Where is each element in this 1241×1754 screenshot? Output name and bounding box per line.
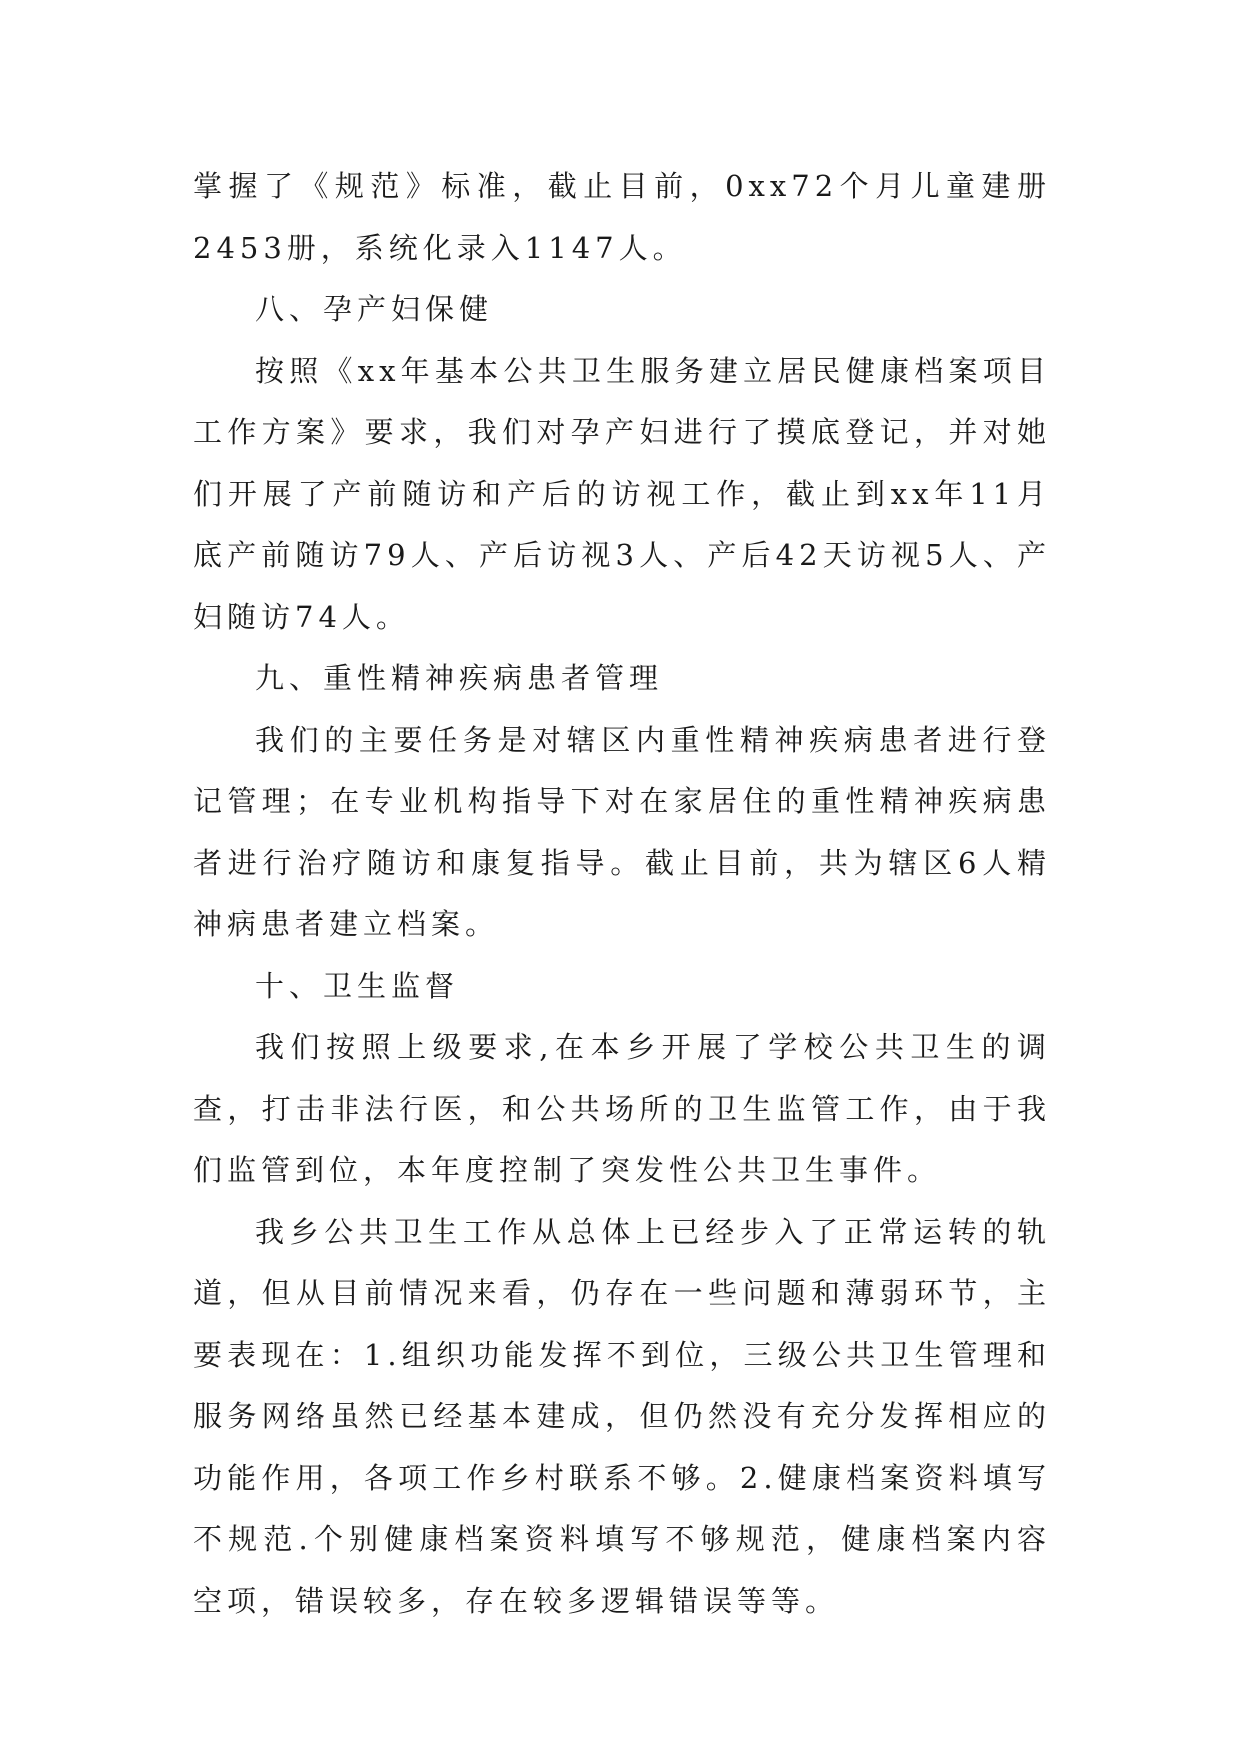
paragraph-mental-illness-management: 我们的主要任务是对辖区内重性精神疾病患者进行登记管理；在专业机构指导下对在家居住的重性精神疾病患者进行治疗随访和康复指导。截止目前，共为辖区6人精神病患者建立档案。 <box>193 722 1051 941</box>
paragraph-problems-summary: 我乡公共卫生工作从总体上已经步入了正常运转的轨道，但从目前情况来看，仍存在一些问题和薄弱环节，主要表现在：1.组织功能发挥不到位，三级公共卫生管理和服务网络虽然已经基本建成，但仍然没有充分发挥相应的功能作用，各项工作乡村联系不够。2.健康档案资料填写不规范.个别健康档案资料填写不够规范，健康档案内容空项，错误较多，存在较多逻辑错误等等。 <box>193 1214 1051 1618</box>
paragraph-child-records: 掌握了《规范》标准，截止目前，0xx72个月儿童建册2453册，系统化录入1147人。 <box>193 169 1051 265</box>
section-heading-maternal-health: 八、孕产妇保健 <box>255 292 494 326</box>
paragraph-maternal-visits: 按照《xx年基本公共卫生服务建立居民健康档案项目工作方案》要求，我们对孕产妇进行了摸底登记，并对她们开展了产前随访和产后的访视工作，截止到xx年11月底产前随访79人、产后访视3人、产后42天访视5人、产妇随访74人。 <box>193 353 1051 634</box>
section-heading-mental-illness: 九、重性精神疾病患者管理 <box>255 661 664 695</box>
document-page <box>193 156 1051 1632</box>
paragraph-health-supervision: 我们按照上级要求,在本乡开展了学校公共卫生的调查，打击非法行医，和公共场所的卫生监管工作，由于我们监管到位，本年度控制了突发性公共卫生事件。 <box>193 1030 1051 1187</box>
section-heading-health-supervision: 十、卫生监督 <box>255 968 460 1003</box>
